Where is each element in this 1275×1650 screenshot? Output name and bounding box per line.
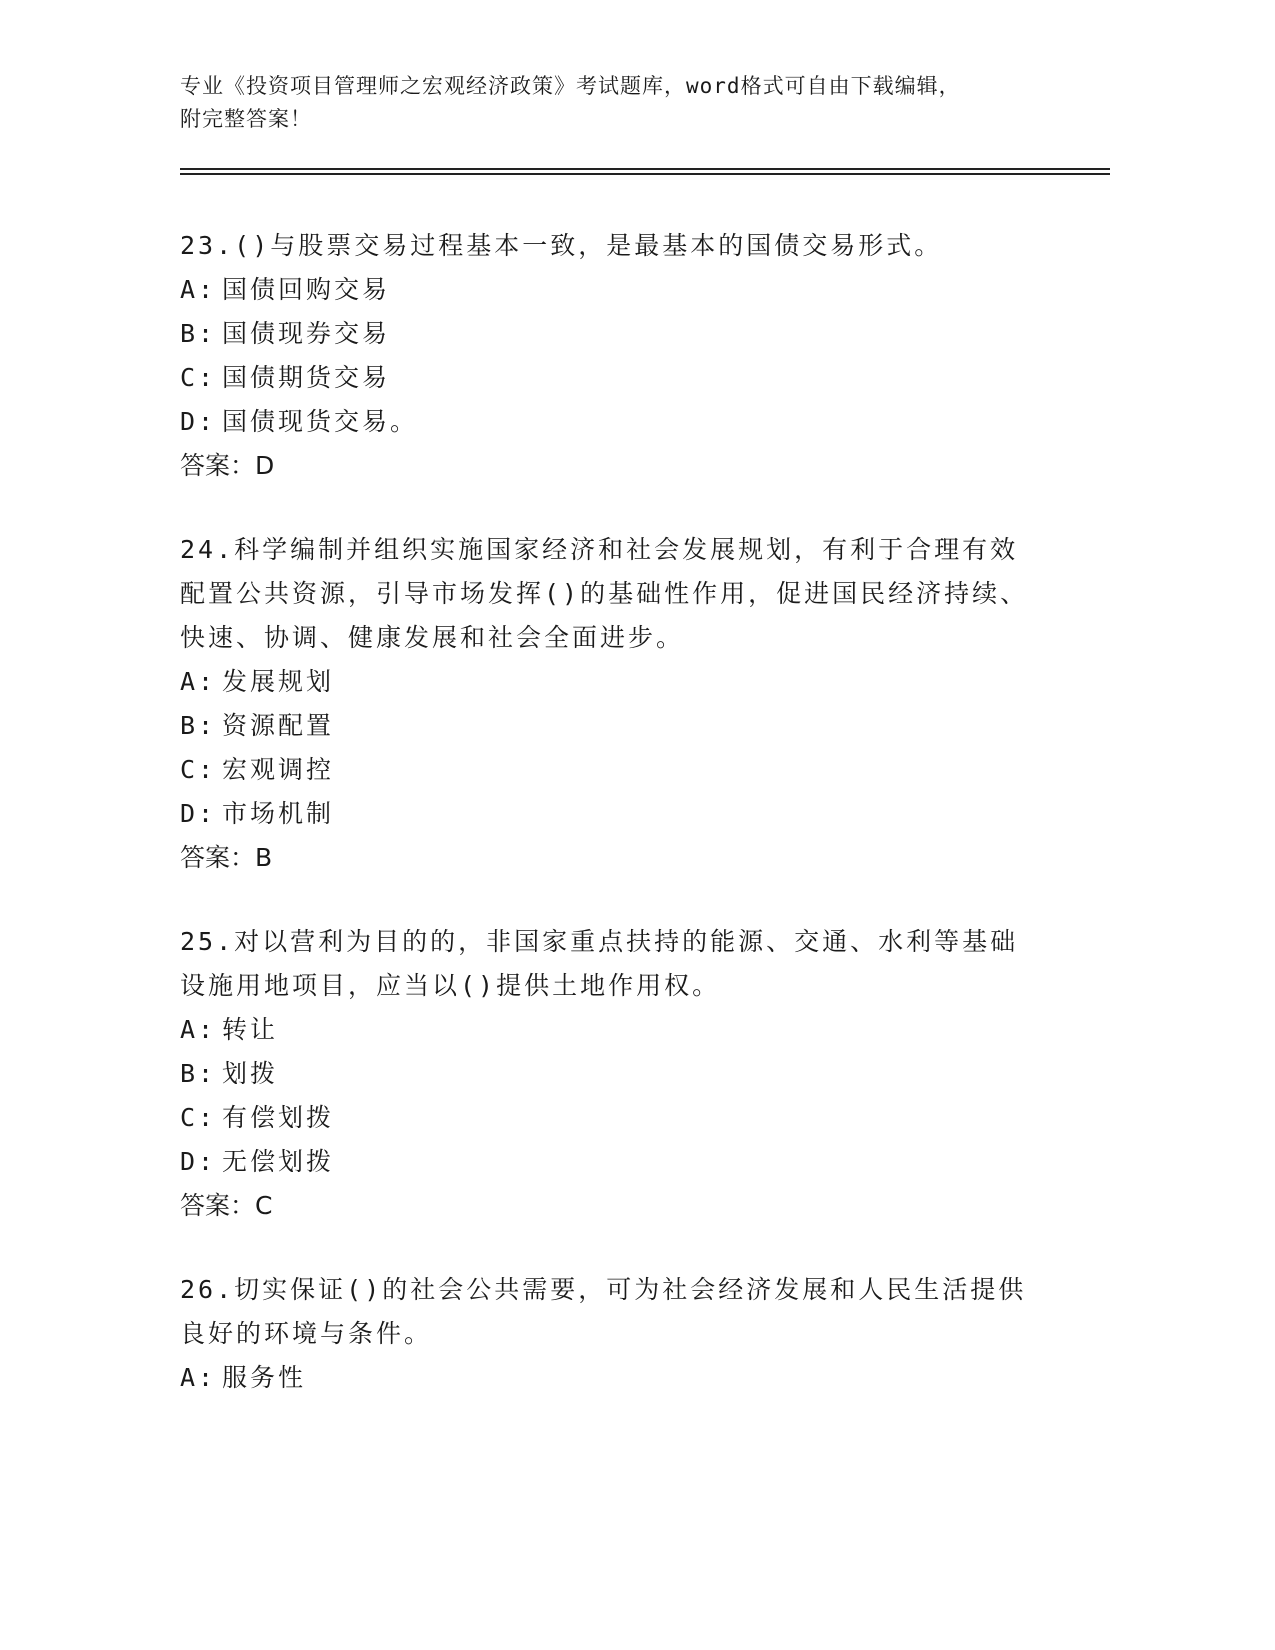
option-key: B: bbox=[180, 319, 217, 348]
option-text: 国债现券交易 bbox=[222, 319, 391, 348]
option-text: 无偿划拨 bbox=[222, 1147, 335, 1176]
header-line-2: 附完整答案！ bbox=[180, 107, 312, 131]
question-26 bbox=[180, 1268, 1040, 1400]
option-key: C: bbox=[180, 755, 217, 784]
header-line-1: 专业《投资项目管理师之宏观经济政策》考试题库，word格式可自由下载编辑， bbox=[180, 74, 961, 98]
option-d bbox=[180, 1140, 1040, 1184]
option-key: C: bbox=[180, 363, 217, 392]
option-b bbox=[180, 704, 1040, 748]
option-key: A: bbox=[180, 275, 217, 304]
option-b bbox=[180, 312, 1040, 356]
option-d bbox=[180, 400, 1040, 444]
option-a bbox=[180, 1008, 1040, 1052]
option-key: A: bbox=[180, 1015, 217, 1044]
question-23 bbox=[180, 224, 1040, 488]
question-24 bbox=[180, 528, 1040, 880]
option-text: 国债回购交易 bbox=[222, 275, 391, 304]
option-text: 宏观调控 bbox=[222, 755, 335, 784]
option-key: D: bbox=[180, 1147, 217, 1176]
answer-text: 答案：B bbox=[180, 843, 273, 872]
option-a bbox=[180, 1356, 1040, 1400]
option-text: 发展规划 bbox=[222, 667, 335, 696]
answer-text: 答案：C bbox=[180, 1191, 273, 1220]
option-a bbox=[180, 268, 1040, 312]
option-key: D: bbox=[180, 799, 217, 828]
option-a bbox=[180, 660, 1040, 704]
option-key: B: bbox=[180, 1059, 217, 1088]
question-stem: 23.()与股票交易过程基本一致，是最基本的国债交易形式。 bbox=[180, 231, 943, 260]
option-d bbox=[180, 792, 1040, 836]
question-25 bbox=[180, 920, 1040, 1228]
option-key: B: bbox=[180, 711, 217, 740]
option-b bbox=[180, 1052, 1040, 1096]
option-text: 划拨 bbox=[222, 1059, 279, 1088]
question-stem: 26.切实保证()的社会公共需要，可为社会经济发展和人民生活提供良好的环境与条件。 bbox=[180, 1275, 1027, 1348]
option-text: 资源配置 bbox=[222, 711, 335, 740]
option-text: 服务性 bbox=[222, 1363, 307, 1392]
option-key: A: bbox=[180, 1363, 217, 1392]
question-stem: 25.对以营利为目的的，非国家重点扶持的能源、交通、水利等基础设施用地项目，应当以()提供土地作用权。 bbox=[180, 927, 1019, 1000]
answer-text: 答案：D bbox=[180, 451, 275, 480]
option-c bbox=[180, 1096, 1040, 1140]
option-text: 市场机制 bbox=[222, 799, 335, 828]
option-text: 国债现货交易。 bbox=[222, 407, 419, 436]
option-text: 国债期货交易 bbox=[222, 363, 391, 392]
option-text: 转让 bbox=[222, 1015, 279, 1044]
question-stem: 24.科学编制并组织实施国家经济和社会发展规划，有利于合理有效配置公共资源，引导市场发挥()的基础性作用，促进国民经济持续、快速、协调、健康发展和社会全面进步。 bbox=[180, 535, 1029, 652]
option-c bbox=[180, 748, 1040, 792]
option-key: D: bbox=[180, 407, 217, 436]
option-key: A: bbox=[180, 667, 217, 696]
option-c bbox=[180, 356, 1040, 400]
option-text: 有偿划拨 bbox=[222, 1103, 335, 1132]
header-divider-top bbox=[180, 168, 1110, 170]
document-header bbox=[180, 70, 1080, 136]
header-divider-bottom bbox=[180, 173, 1110, 175]
option-key: C: bbox=[180, 1103, 217, 1132]
